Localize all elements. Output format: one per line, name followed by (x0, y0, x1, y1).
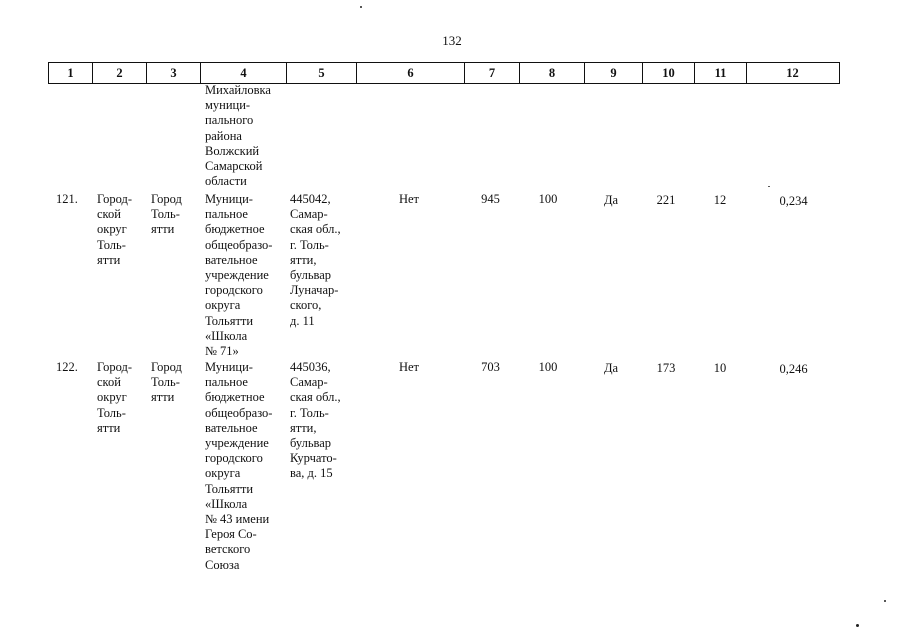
header-col-6: 6 (357, 63, 465, 83)
scan-speck (360, 6, 362, 8)
col10-cell: 173 (656, 361, 676, 375)
row-number: 121. (56, 192, 78, 206)
settlement-cell: Город Толь- ятти (151, 360, 182, 405)
col9-cell: Да (603, 361, 619, 375)
col8-cell: 100 (538, 192, 558, 206)
header-col-1: 1 (49, 63, 93, 83)
settlement-cell: Город Толь- ятти (151, 192, 182, 237)
col11-cell: 12 (713, 193, 727, 207)
col12-cell: 0,246 (779, 362, 808, 376)
header-col-2: 2 (93, 63, 147, 83)
organization-cell: Муници- пальное бюджетное общеобразо- вательное учреждение городского округа Тольятти «Школа № 43 имени Героя Со- ветского Союза (205, 360, 273, 572)
col8-cell: 100 (538, 360, 558, 374)
scan-speck (768, 186, 770, 187)
header-col-8: 8 (520, 63, 585, 83)
address-cell: 445042, Самар- ская обл., г. Толь- ятти, бульвар Луначар- ского, д. 11 (290, 192, 341, 328)
scan-speck (884, 600, 886, 602)
scan-speck (856, 624, 859, 627)
page-number: 132 (442, 33, 462, 48)
header-col-12: 12 (786, 66, 799, 80)
municipality-cell: Город- ской округ Толь- ятти (97, 360, 133, 435)
continuation-col4: Михайловка муници- пального района Волжский Самарской области (205, 83, 271, 189)
col6-cell: Нет (398, 192, 420, 206)
municipality-cell: Город- ской округ Толь- ятти (97, 192, 133, 267)
row-number: 122. (56, 360, 78, 374)
header-col-4: 4 (201, 63, 287, 83)
col7-cell: 945 (481, 192, 500, 206)
header-col-3: 3 (147, 63, 201, 83)
header-col-9: 9 (585, 63, 643, 83)
col12-cell: 0,234 (779, 194, 808, 208)
col10-cell: 221 (656, 193, 676, 207)
header-col-10: 10 (643, 63, 695, 83)
col7-cell: 703 (481, 360, 500, 374)
col9-cell: Да (603, 193, 619, 207)
header-col-5: 5 (287, 63, 357, 83)
table-header-row (48, 62, 840, 84)
col11-cell: 10 (713, 361, 727, 375)
col6-cell: Нет (398, 360, 420, 374)
address-cell: 445036, Самар- ская обл., г. Толь- ятти, бульвар Курчато- ва, д. 15 (290, 360, 341, 481)
header-col-11: 11 (695, 63, 747, 83)
header-col-7: 7 (465, 63, 520, 83)
organization-cell: Муници- пальное бюджетное общеобразо- вательное учреждение городского округа Тольятти «Школа № 71» (205, 192, 273, 359)
